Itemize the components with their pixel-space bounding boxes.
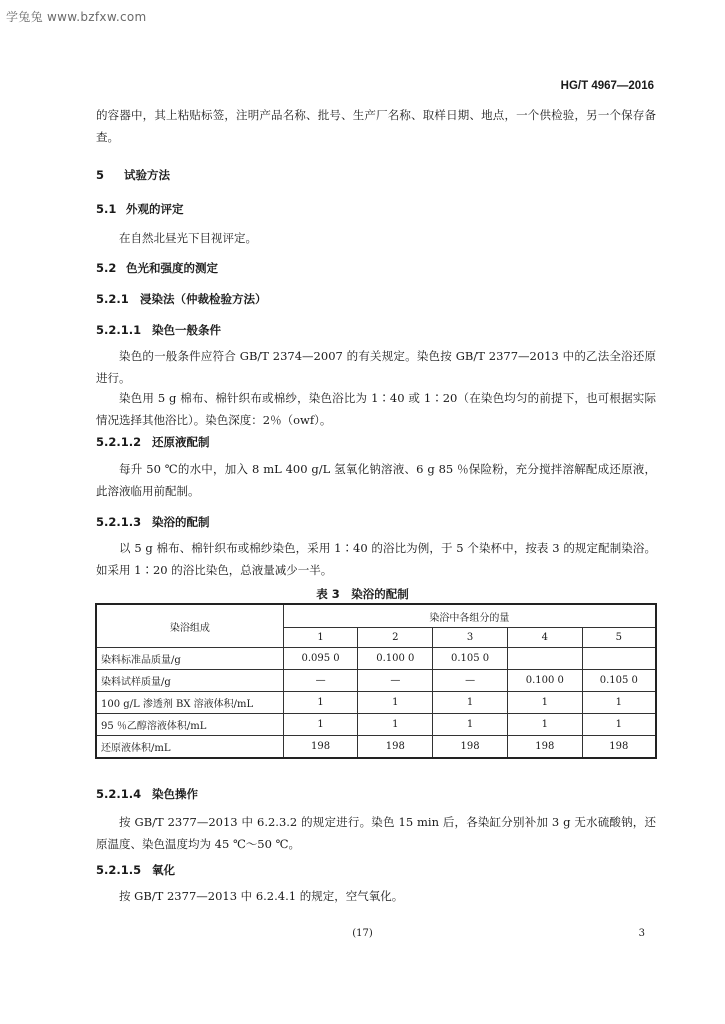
table-cell: 0.095 0 <box>283 648 358 670</box>
paragraph-5-2-1-2: 每升 50 ℃的水中，加入 8 mL 400 g/L 氢氧化钠溶液、6 g 85 ％保险粉，充分搅拌溶解配成还原液，此溶液临用前配制。 <box>96 462 656 498</box>
heading-title: 外观的评定 <box>126 202 184 216</box>
table-row-label: 染料试样质量/g <box>96 670 283 692</box>
heading-number: 5.2.1 <box>96 292 129 306</box>
paragraph-5-2-1-5: 按 GB/T 2377—2013 中 6.2.4.1 的规定，空气氧化。 <box>119 889 404 903</box>
paragraph-5-2-1-3: 以 5 g 棉布、棉针织布或棉纱染色，采用 1∶40 的浴比为例，于 5 个染杯中，按表 3 的规定配制染浴。如采用 1∶20 的浴比染色，总液量减少一半。 <box>96 541 656 577</box>
table-cell: 0.105 0 <box>433 648 508 670</box>
heading-title: 染色操作 <box>152 787 198 801</box>
table-cell <box>507 648 582 670</box>
table-cell <box>582 648 656 670</box>
table-cell: 1 <box>507 692 582 714</box>
heading-title: 浸染法（仲裁检验方法） <box>140 292 267 306</box>
table-cell: 198 <box>433 736 508 759</box>
standard-code: HG/T 4967—2016 <box>560 80 654 92</box>
table-cell: 198 <box>358 736 433 759</box>
table-cell: 198 <box>283 736 358 759</box>
table-cell: 198 <box>507 736 582 759</box>
table-header-composition: 染浴组成 <box>96 604 283 648</box>
table-row-label: 染料标准品质量/g <box>96 648 283 670</box>
paragraph-5-1: 在自然北昼光下目视评定。 <box>119 231 257 245</box>
heading-5-2-1 <box>96 291 267 307</box>
table-cell: — <box>283 670 358 692</box>
heading-title: 染浴的配制 <box>152 515 210 529</box>
heading-number: 5.2.1.3 <box>96 515 142 529</box>
paragraph-5-2-1-1-b: 染色用 5 g 棉布、棉针织布或棉纱，染色浴比为 1∶40 或 1∶20（在染色均匀的前提下，也可根据实际情况选择其他浴比）。染色深度：2％（owf）。 <box>96 391 656 427</box>
table-cell: 0.100 0 <box>358 648 433 670</box>
table-cell: 0.100 0 <box>507 670 582 692</box>
watermark: 学兔兔 www.bzfxw.com <box>6 10 147 24</box>
heading-5-2-1-1 <box>96 322 221 338</box>
table-col-number: 4 <box>507 628 582 648</box>
intro-paragraph: 的容器中，其上粘贴标签，注明产品名称、批号、生产厂名称、取样日期、地点，一个供检验，另一个保存备查。 <box>96 108 656 144</box>
table-row-label: 100 g/L 渗透剂 BX 溶液体积/mL <box>96 692 283 714</box>
table-cell: — <box>358 670 433 692</box>
table-col-number: 1 <box>283 628 358 648</box>
heading-title: 还原液配制 <box>152 435 210 449</box>
heading-5-2-1-2 <box>96 434 210 450</box>
paragraph-5-2-1-1-a: 染色的一般条件应符合 GB/T 2374—2007 的有关规定。染色按 GB/T 2377—2013 中的乙法全浴还原进行。 <box>96 349 656 385</box>
paragraph-5-2-1-4: 按 GB/T 2377—2013 中 6.2.3.2 的规定进行。染色 15 min 后，各染缸分别补加 3 g 无水硫酸钠，还原温度、染色温度均为 45 ℃～50 ℃。 <box>96 815 656 851</box>
heading-number: 5.2.1.5 <box>96 863 142 877</box>
heading-5 <box>96 167 170 183</box>
table-row <box>96 670 656 692</box>
table-row-label: 95 ％乙醇溶液体积/mL <box>96 714 283 736</box>
heading-number: 5.2.1.4 <box>96 787 142 801</box>
heading-title: 试验方法 <box>124 168 170 182</box>
page-number: 3 <box>638 928 645 939</box>
table-cell: 1 <box>358 714 433 736</box>
table-cell: 198 <box>582 736 656 759</box>
table-row <box>96 736 656 759</box>
footer-sequence: (17) <box>352 928 373 939</box>
heading-5-2-1-5 <box>96 862 175 878</box>
table-cell: 1 <box>283 714 358 736</box>
table-row-label: 还原液体积/mL <box>96 736 283 759</box>
heading-5-2-1-4 <box>96 786 198 802</box>
table-col-number: 3 <box>433 628 508 648</box>
table-header-amounts: 染浴中各组分的量 <box>283 604 656 628</box>
dye-bath-table <box>95 603 657 759</box>
table-cell: 1 <box>433 692 508 714</box>
table-caption: 表 3 染浴的配制 <box>316 587 409 601</box>
table-cell: 1 <box>507 714 582 736</box>
heading-title: 氧化 <box>152 863 175 877</box>
table-cell: 1 <box>433 714 508 736</box>
table-row <box>96 692 656 714</box>
heading-number: 5.2.1.2 <box>96 435 142 449</box>
heading-5-1 <box>96 201 184 217</box>
heading-5-2-1-3 <box>96 514 210 530</box>
heading-5-2 <box>96 260 218 276</box>
heading-title: 色光和强度的测定 <box>126 261 218 275</box>
table-cell: 1 <box>582 714 656 736</box>
heading-number: 5.1 <box>96 202 117 216</box>
table-col-number: 2 <box>358 628 433 648</box>
table-cell: 0.105 0 <box>582 670 656 692</box>
heading-title: 染色一般条件 <box>152 323 221 337</box>
table-cell: 1 <box>582 692 656 714</box>
heading-number: 5.2 <box>96 261 117 275</box>
table-row <box>96 648 656 670</box>
table-row <box>96 714 656 736</box>
table-cell: 1 <box>358 692 433 714</box>
heading-number: 5 <box>96 168 105 182</box>
table-cell: 1 <box>283 692 358 714</box>
table-col-number: 5 <box>582 628 656 648</box>
heading-number: 5.2.1.1 <box>96 323 142 337</box>
table-cell: — <box>433 670 508 692</box>
